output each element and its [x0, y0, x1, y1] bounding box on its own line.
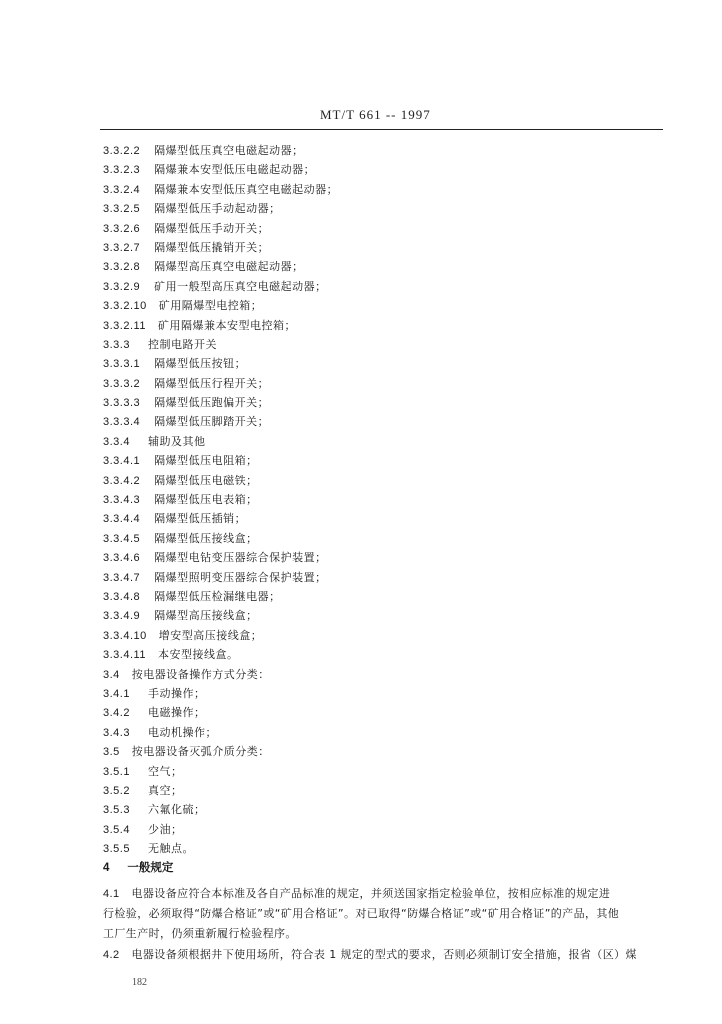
- clause-4-2-line-1: [103, 945, 668, 965]
- clause-item: [103, 296, 663, 315]
- clause-4-1-line-3: 工厂生产时，仍须重新履行检验程序。: [103, 927, 297, 940]
- clause-item: [103, 219, 663, 238]
- clause-number: 3.5.5: [103, 843, 130, 856]
- clause-text: 本安型接线盒。: [157, 648, 239, 662]
- clause-text: 隔爆兼本安型低压真空电磁起动器；: [154, 182, 339, 196]
- clause-number: 3.3.4: [103, 435, 130, 448]
- clause-text: 隔爆型低压接线盒；: [154, 531, 258, 545]
- clause-number: 3.3.3: [103, 338, 130, 351]
- clause-item: [103, 257, 663, 276]
- clause-text: 按电器设备操作方式分类：: [131, 667, 270, 681]
- clause-text: 空气；: [147, 764, 183, 778]
- clause-item: [103, 529, 663, 548]
- clause-number: 3.3.4.1: [103, 455, 141, 468]
- clause-text: 隔爆兼本安型低压电磁起动器；: [154, 163, 316, 177]
- clause-text: 矿用隔爆型电控箱；: [158, 299, 263, 313]
- page-number: 182: [132, 977, 147, 988]
- clause-item: [103, 374, 663, 393]
- clause-number: 3.5.4: [103, 823, 130, 836]
- clause-number: 3.3.2.4: [103, 183, 141, 196]
- clause-4-1: [103, 884, 668, 944]
- clause-number: 3.3.4.10: [103, 629, 147, 642]
- clause-item: [103, 141, 663, 160]
- clause-text: 电动机操作；: [147, 725, 217, 739]
- clause-number: 4.2: [103, 949, 120, 961]
- standard-code-header: MT/T 661 -- 1997: [320, 107, 431, 122]
- clause-text: 隔爆型低压跑偏开关；: [154, 396, 270, 410]
- clause-text: 六氟化硫；: [147, 803, 206, 817]
- clause-number: 3.3.3.1: [103, 358, 141, 371]
- clause-text: 电器设备应符合本标准及各自产品标准的规定，并须送国家指定检验单位，按相应标准的规定进: [131, 887, 611, 900]
- clause-text: 真空；: [147, 783, 183, 797]
- clause-number: 3.3.4.3: [103, 494, 141, 507]
- clause-item: [103, 335, 663, 354]
- clause-number: 3.3.4.8: [103, 590, 141, 603]
- clause-4-1-line-1: [103, 884, 668, 904]
- clause-item: [103, 587, 663, 606]
- clause-number: 3.3.2.10: [103, 300, 147, 313]
- clause-text: 手动操作；: [147, 686, 206, 700]
- clause-number: 3.3.3.4: [103, 416, 141, 429]
- clause-number: 3.5.2: [103, 784, 130, 797]
- clause-item: [103, 548, 663, 567]
- clause-text: 隔爆型低压插销；: [154, 512, 247, 526]
- clause-item: [103, 626, 663, 645]
- clause-text: 隔爆型低压手动起动器；: [154, 202, 281, 216]
- clause-item: [103, 354, 663, 373]
- clause-item: [103, 606, 663, 625]
- clause-item: [103, 180, 663, 199]
- clause-number: 3.3.4.5: [103, 532, 141, 545]
- clause-text: 隔爆型低压真空电磁起动器；: [154, 144, 304, 157]
- clause-text: 控制电路开关: [147, 337, 217, 351]
- clause-text: 辅助及其他: [147, 434, 206, 448]
- clause-number: 3.3.3.2: [103, 377, 141, 390]
- clause-number: 3.4.3: [103, 726, 130, 739]
- clause-item: [103, 412, 663, 431]
- clause-text: 隔爆型高压真空电磁起动器；: [154, 260, 304, 274]
- clause-text: 隔爆型照明变压器综合保护装置；: [154, 570, 327, 584]
- clause-number: 3.3.2.5: [103, 203, 141, 216]
- clause-number: 3.3.4.11: [103, 649, 146, 662]
- clause-number: 3.3.4.9: [103, 610, 141, 623]
- clause-item: [103, 471, 663, 490]
- clause-text: 隔爆型低压按钮；: [154, 357, 247, 371]
- clause-text: 增安型高压接线盒；: [158, 628, 263, 642]
- clause-item: [103, 723, 663, 742]
- clause-item: [103, 665, 663, 684]
- clause-text: 隔爆型高压接线盒；: [154, 609, 258, 623]
- clause-list: [103, 141, 663, 858]
- clause-number: 4.1: [103, 888, 120, 900]
- section-title: 一般规定: [127, 860, 174, 874]
- clause-text: 矿用一般型高压真空电磁起动器；: [154, 279, 327, 293]
- clause-item: [103, 645, 663, 664]
- clause-item: [103, 800, 663, 819]
- clause-number: 3.3.4.7: [103, 571, 141, 584]
- clause-number: 3.4.2: [103, 707, 130, 720]
- clause-number: 3.3.2.8: [103, 261, 141, 274]
- clause-item: [103, 703, 663, 722]
- clause-item: [103, 490, 663, 509]
- clause-text: 矿用隔爆兼本安型电控箱；: [157, 318, 296, 332]
- clause-4-2: [103, 945, 668, 965]
- clause-item: [103, 762, 663, 781]
- clause-text: 少油；: [147, 822, 183, 836]
- clause-item: [103, 199, 663, 218]
- clause-item: [103, 839, 663, 858]
- clause-number: 3.5.1: [103, 765, 130, 778]
- clause-number: 3.4: [103, 668, 120, 681]
- clause-text: 隔爆型低压行程开关；: [154, 376, 270, 390]
- clause-item: [103, 568, 663, 587]
- clause-number: 3.3.2.2: [103, 145, 141, 157]
- clause-item: [103, 316, 663, 335]
- clause-item: [103, 684, 663, 703]
- clause-text: 隔爆型低压检漏继电器；: [154, 589, 281, 603]
- section-4-heading: [103, 859, 173, 875]
- clause-item: [103, 432, 663, 451]
- clause-number: 3.3.2.9: [103, 280, 141, 293]
- clause-number: 3.4.1: [103, 687, 130, 700]
- clause-item: [103, 509, 663, 528]
- clause-number: 3.3.2.3: [103, 164, 141, 177]
- clause-number: 3.3.4.6: [103, 552, 141, 565]
- clause-number: 3.3.3.3: [103, 397, 141, 410]
- clause-text: 隔爆型低压电阻箱；: [154, 454, 258, 468]
- clause-text: 电磁操作；: [147, 706, 206, 720]
- clause-number: 3.5.3: [103, 804, 130, 817]
- clause-item: [103, 820, 663, 839]
- clause-item: [103, 393, 663, 412]
- clause-number: 3.3.2.7: [103, 241, 141, 254]
- clause-item: [103, 277, 663, 296]
- clause-item: [103, 781, 663, 800]
- clause-4-1-line-2: 行检验，必须取得“防爆合格证”或“矿用合格证”。对已取得“防爆合格证”或“矿用合格证”的产品，其他: [103, 907, 620, 920]
- clause-text: 无触点。: [147, 842, 194, 856]
- clause-text: 按电器设备灭弧介质分类：: [131, 745, 270, 759]
- section-number: 4: [103, 862, 110, 874]
- clause-item: [103, 238, 663, 257]
- clause-number: 3.3.4.4: [103, 513, 141, 526]
- clause-item: [103, 451, 663, 470]
- clause-text: 隔爆型低压手动开关；: [154, 221, 270, 235]
- clause-text: 隔爆型低压电表箱；: [154, 493, 258, 507]
- clause-text: 电器设备须根据井下使用场所，符合表 1 规定的型式的要求，否则必须制订安全措施，报省（区）煤: [131, 948, 637, 961]
- clause-number: 3.3.2.11: [103, 319, 146, 332]
- clause-number: 3.5: [103, 746, 120, 759]
- clause-item: [103, 160, 663, 179]
- header-rule: [100, 129, 663, 130]
- clause-text: 隔爆型低压撬销开关；: [154, 240, 270, 254]
- clause-text: 隔爆型低压电磁铁；: [154, 473, 258, 487]
- clause-text: 隔爆型低压脚踏开关；: [154, 415, 270, 429]
- clause-text: 隔爆型电钻变压器综合保护装置；: [154, 551, 327, 565]
- clause-number: 3.3.4.2: [103, 474, 141, 487]
- clause-item: [103, 742, 663, 761]
- clause-number: 3.3.2.6: [103, 222, 141, 235]
